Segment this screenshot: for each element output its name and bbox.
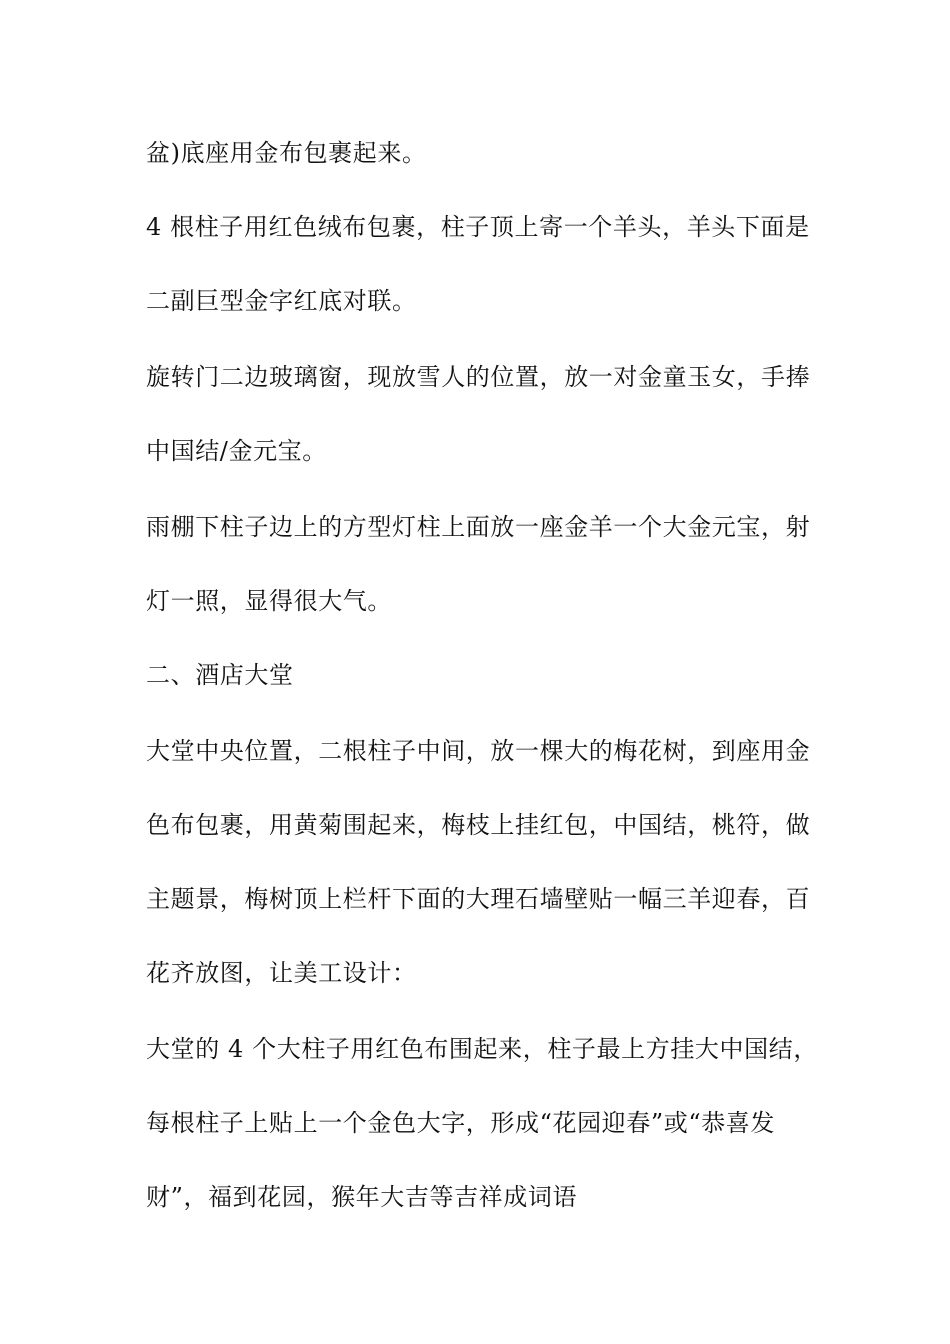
text-line: 花齐放图，让美工设计： (146, 959, 417, 987)
text-line: 旋转门二边玻璃窗，现放雪人的位置，放一对金童玉女，手捧 (146, 363, 811, 391)
text-line: 财”，福到花园，猴年大吉等吉祥成词语 (146, 1183, 578, 1211)
text-line: 大堂中央位置，二根柱子中间，放一棵大的梅花树，到座用金 (146, 737, 811, 765)
text-line: 色布包裹，用黄菊围起来，梅枝上挂红包，中国结，桃符，做 (146, 811, 811, 839)
text-line: 大堂的 4 个大柱子用红色布围起来，柱子最上方挂大中国结， (146, 1035, 818, 1063)
text-line: 主题景，梅树顶上栏杆下面的大理石墙壁贴一幅三羊迎春，百 (146, 885, 811, 913)
text-line: 4 根柱子用红色绒布包裹，柱子顶上寄一个羊头，羊头下面是 (146, 213, 810, 241)
text-line: 每根柱子上贴上一个金色大字，形成“花园迎春”或“恭喜发 (146, 1109, 776, 1137)
text-line: 雨棚下柱子边上的方型灯柱上面放一座金羊一个大金元宝，射 (146, 513, 811, 541)
text-line: 中国结/金元宝。 (146, 437, 327, 465)
text-line: 灯一照，显得很大气。 (146, 587, 392, 615)
text-line: 二副巨型金字红底对联。 (146, 287, 417, 315)
section-heading: 二、酒店大堂 (146, 661, 294, 689)
text-line: 盆)底座用金布包裹起来。 (146, 139, 427, 167)
